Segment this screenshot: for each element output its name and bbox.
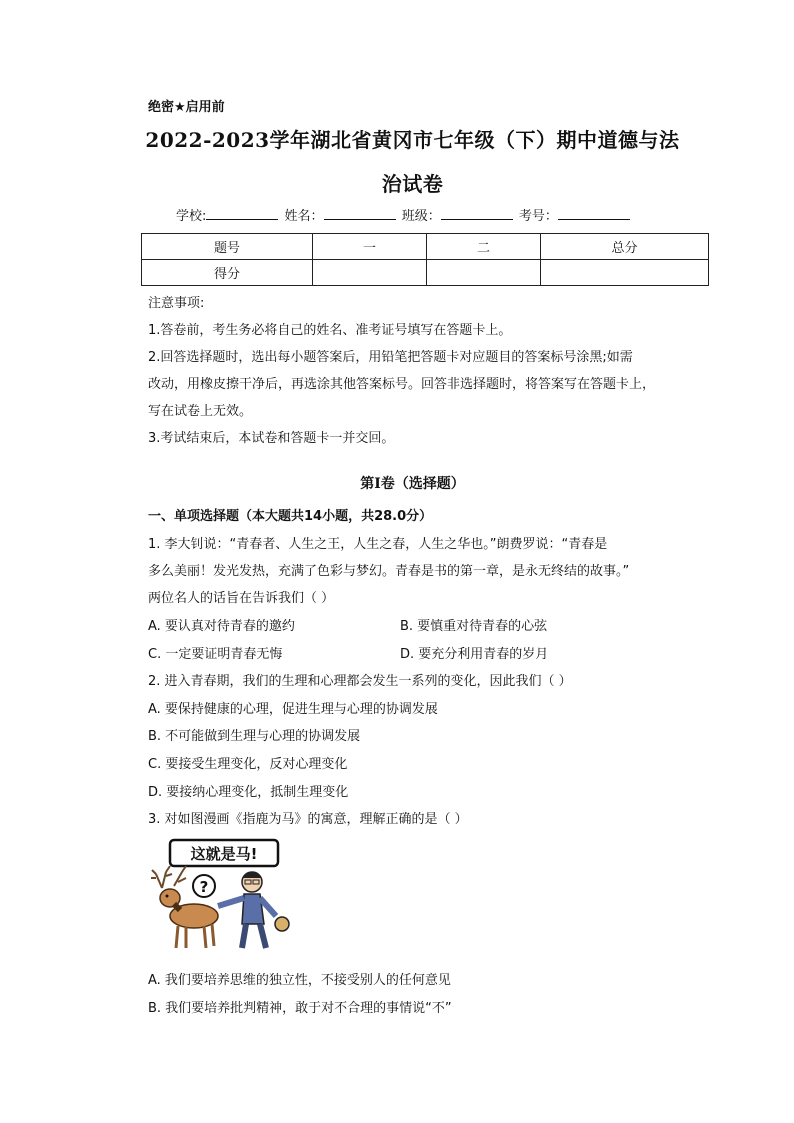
question-stem: 2. 进入青春期，我们的生理和心理都会发生一系列的变化，因此我们（ ） xyxy=(148,674,572,689)
student-info-line xyxy=(176,205,632,224)
speech-text: 这就是马! xyxy=(190,845,258,863)
option-a[interactable]: A. 要认真对待青春的邀约 xyxy=(148,619,295,634)
exam-title-line2: 治试卷 xyxy=(381,172,444,196)
name-blank[interactable] xyxy=(324,207,396,220)
name-label: 姓名： xyxy=(284,209,324,224)
option-c[interactable]: C. 要接受生理变化，反对心理变化 xyxy=(148,757,348,772)
exam-number-blank[interactable] xyxy=(558,207,630,220)
note-item: 3.考试结束后，本试卷和答题卡一并交回。 xyxy=(148,431,395,446)
option-d[interactable]: D. 要接纳心理变化，抵制生理变化 xyxy=(148,785,349,800)
option-a[interactable]: A. 要保持健康的心理，促进生理与心理的协调发展 xyxy=(148,702,438,717)
question-stem: 多么美丽！发光发热，充满了色彩与梦幻。青春是书的第一章，是永无终结的故事。” xyxy=(148,564,630,579)
svg-text:?: ? xyxy=(199,878,209,896)
exam-title-line1: 2022-2023学年湖北省黄冈市七年级（下）期中道德与法 xyxy=(145,128,680,152)
table-cell: 得分 xyxy=(142,260,313,286)
option-b[interactable]: B. 要慎重对待青春的心弦 xyxy=(400,619,548,634)
table-cell xyxy=(541,260,709,286)
question-stem: 3. 对如图漫画《指鹿为马》的寓意，理解正确的是（ ） xyxy=(148,812,468,827)
exam-number-label: 考号： xyxy=(518,209,558,224)
table-cell: 总分 xyxy=(541,234,709,260)
man-figure xyxy=(218,872,289,948)
section-title: 第I卷（选择题） xyxy=(360,476,465,492)
table-cell xyxy=(427,260,541,286)
table-row xyxy=(142,260,709,286)
school-label: 学校: xyxy=(176,209,207,224)
secret-label: 绝密★启用前 xyxy=(148,100,225,115)
question-stem: 1. 李大钊说：“青春者、人生之王，人生之春，人生之华也。”朗费罗说：“青春是 xyxy=(148,537,608,552)
note-item: 改动，用橡皮擦干净后，再选涂其他答案标号。回答非选择题时，将答案写在答题卡上， xyxy=(148,377,656,392)
question-stem: 两位名人的话旨在告诉我们（ ） xyxy=(148,591,335,606)
class-blank[interactable] xyxy=(441,207,513,220)
notes-heading: 注意事项: xyxy=(148,296,205,311)
table-cell xyxy=(313,260,427,286)
school-blank[interactable] xyxy=(206,207,278,220)
class-label: 班级： xyxy=(401,209,441,224)
note-item: 1.答卷前，考生务必将自己的姓名、准考证号填写在答题卡上。 xyxy=(148,323,512,338)
option-b[interactable]: B. 我们要培养批判精神，敢于对不合理的事情说“不” xyxy=(148,1001,452,1016)
table-cell: 二 xyxy=(427,234,541,260)
note-item: 写在试卷上无效。 xyxy=(148,404,253,419)
cartoon-image xyxy=(148,836,308,956)
table-row xyxy=(142,234,709,260)
table-cell: 一 xyxy=(313,234,427,260)
option-d[interactable]: D. 要充分利用青春的岁月 xyxy=(400,647,549,662)
option-b[interactable]: B. 不可能做到生理与心理的协调发展 xyxy=(148,729,361,744)
table-cell: 题号 xyxy=(142,234,313,260)
part-title: 一、单项选择题（本大题共14小题，共28.0分） xyxy=(148,509,433,524)
option-a[interactable]: A. 我们要培养思维的独立性，不接受别人的任何意见 xyxy=(148,973,451,988)
score-table xyxy=(141,233,709,286)
note-item: 2.回答选择题时，选出每小题答案后，用铅笔把答题卡对应题目的答案标号涂黑;如需 xyxy=(148,350,633,365)
option-c[interactable]: C. 一定要证明青春无悔 xyxy=(148,647,283,662)
